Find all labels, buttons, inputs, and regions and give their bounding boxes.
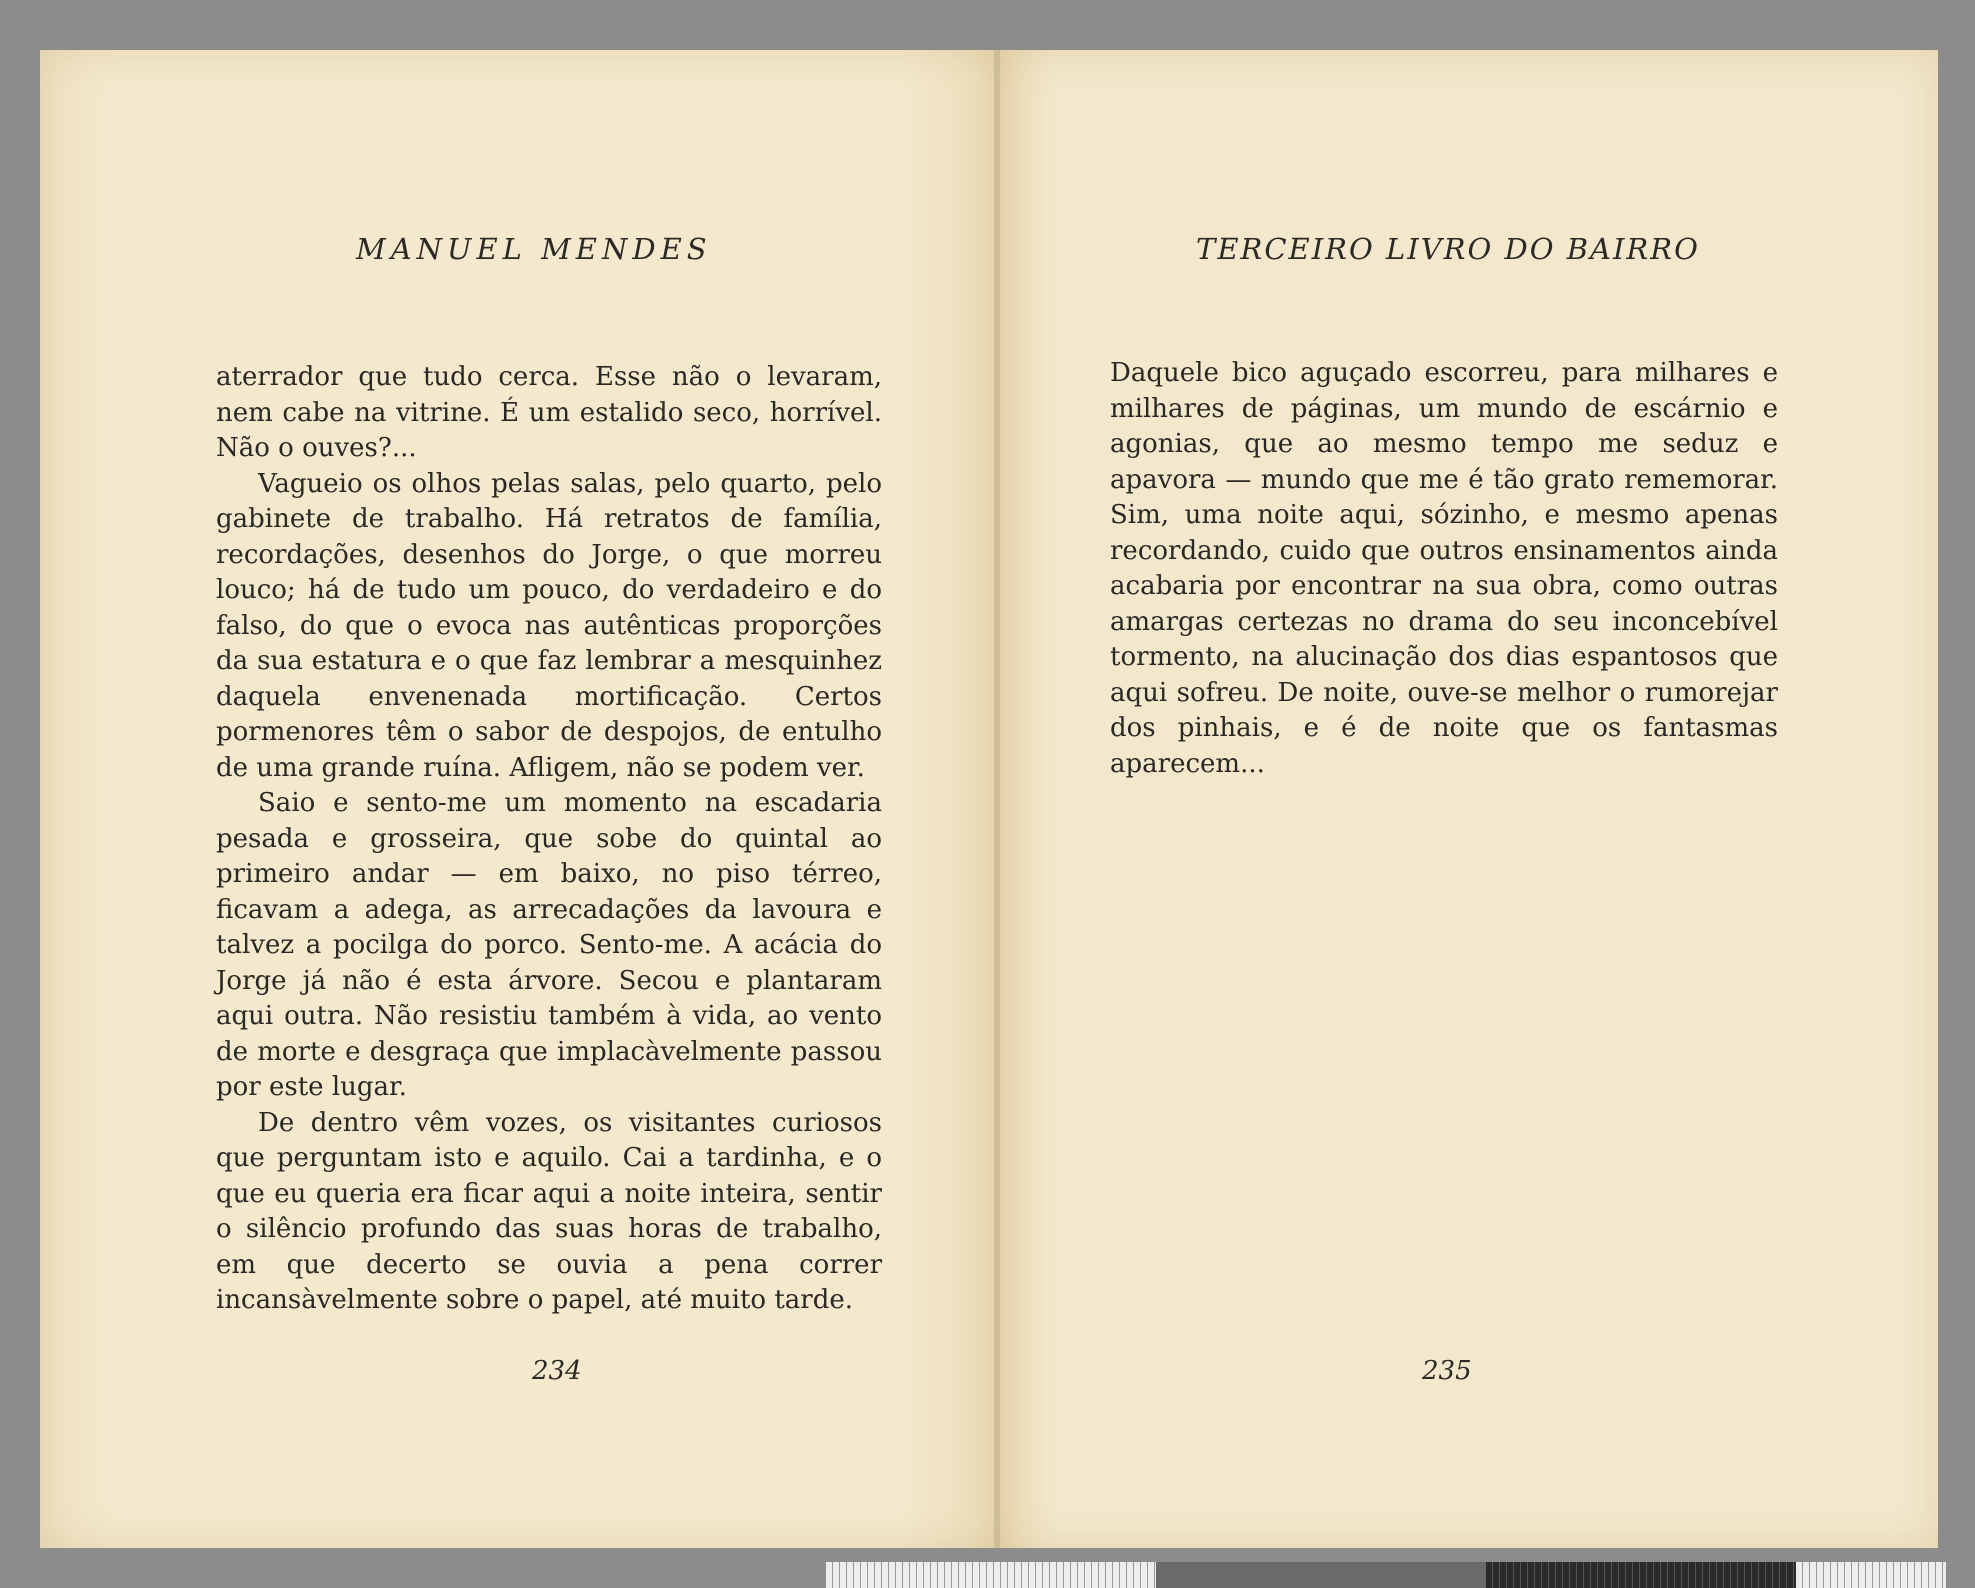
page-number-left: 234 [532,1356,582,1386]
paragraph: De dentro vêm vozes, os visitantes curiosos que perguntam isto e aquilo. Cai a tardinha, e o que eu queria era ficar aqui a noite inteira, sentir o silêncio profundo das suas horas de trabalho, em que decerto se ouvia a pena correr incansàvelmente sobre o papel, até muito tarde. [216,1107,882,1315]
running-head-left: MANUEL MENDES [356,232,712,266]
color-scale-bar [826,1562,1946,1588]
paragraph: aterrador que tudo cerca. Esse não o levaram, nem cabe na vitrine. É um estalido seco, horrível. Não o ouves?... [216,362,882,463]
scale-segment [1796,1562,1946,1588]
right-page-text [1110,356,1778,782]
scale-segment [826,1562,1156,1588]
left-page-text [216,360,882,1319]
left-page [40,50,996,1548]
running-head-right: TERCEIRO LIVRO DO BAIRRO [1196,232,1700,266]
paragraph: Saio e sento-me um momento na escadaria pesada e grosseira, que sobe do quintal ao primeiro andar — em baixo, no piso térreo, ficavam a adega, as arrecadações da lavoura e talvez a pocilga do porco. Sento-me. A acácia do Jorge já não é esta árvore. Secou e plantaram aqui outra. Não resistiu também à vida, ao vento de morte e desgraça que implacàvelmente passou por este lugar. [216,788,882,1102]
paragraph: Daquele bico aguçado escorreu, para milhares e milhares de páginas, um mundo de escárnio e agonias, que ao mesmo tempo me seduz e apavora — mundo que me é tão grato rememorar. Sim, uma noite aqui, sózinho, e mesmo apenas recordando, cuido que outros ensinamentos ainda acabaria por encontrar na sua obra, como outras amargas certezas no drama do seu inconcebível tormento, na alucinação dos dias espantosos que aqui sofreu. De noite, ouve-se melhor o rumorejar dos pinhais, e é de noite que os fantasmas aparecem... [1110,358,1778,779]
scale-segment [1486,1562,1796,1588]
page-number-right: 235 [1422,1356,1472,1386]
scale-segment [1156,1562,1486,1588]
paragraph: Vagueio os olhos pelas salas, pelo quarto, pelo gabinete de trabalho. Há retratos de família, recordações, desenhos do Jorge, o que morreu louco; há de tudo um pouco, do verdadeiro e do falso, do que o evoca nas autênticas proporções da sua estatura e o que faz lembrar a mesquinhez daquela envenenada mortificação. Certos pormenores têm o sabor de despojos, de entulho de uma grande ruína. Afligem, não se podem ver. [216,468,882,783]
right-page [1000,50,1938,1548]
